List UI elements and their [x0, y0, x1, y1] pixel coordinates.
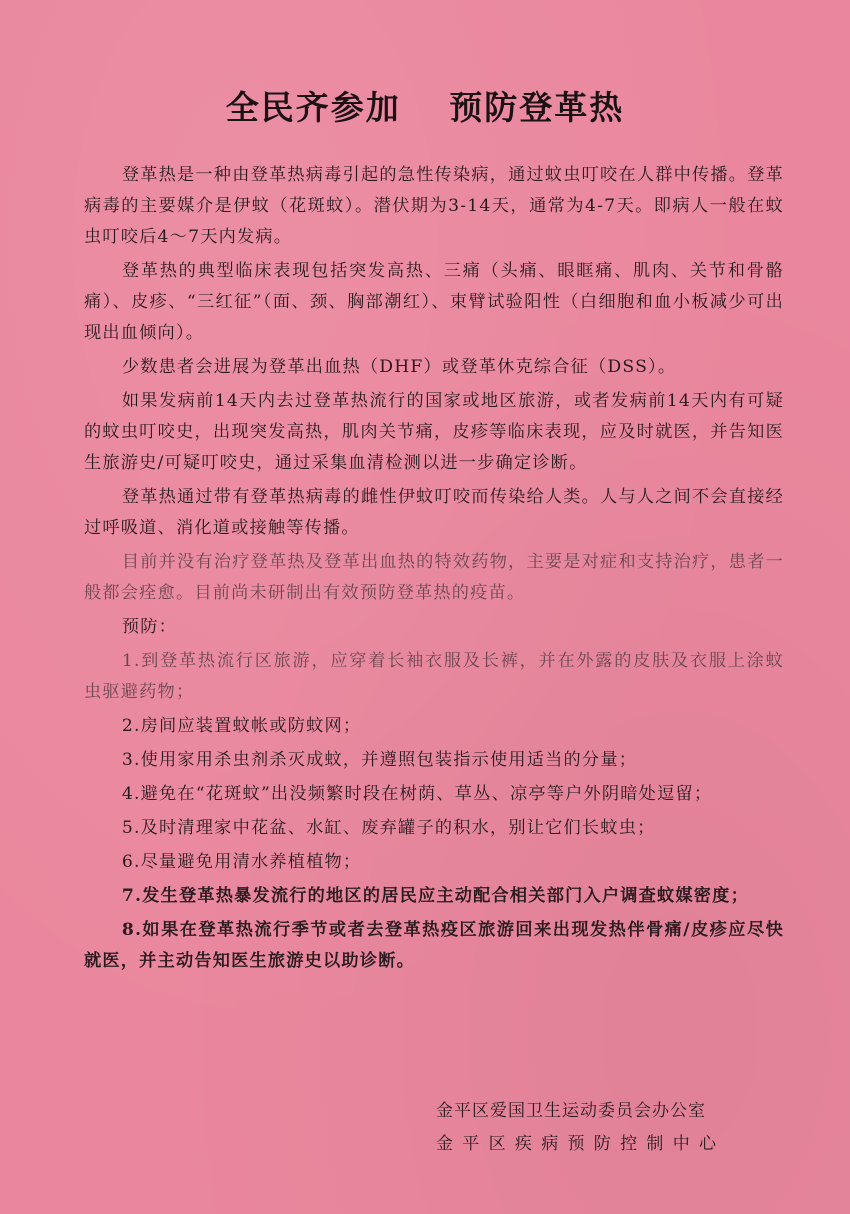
paragraph-severe: 少数患者会进展为登革出血热（DHF）或登革休克综合征（DSS）。 [121, 357, 677, 377]
issuer-signature [436, 1095, 796, 1161]
prevention-item: 1.到登革热流行区旅游，应穿着长袖衣服及长裤，并在外露的皮肤及衣服上涂蚊虫驱避药物； [84, 651, 784, 702]
poster-body [84, 160, 784, 980]
prevention-item: 2.房间应装置蚊帐或防蚊网； [121, 716, 362, 736]
prevention-item: 8.如果在登革热流行季节或者去登革热疫区旅游回来出现发热伴骨痛/皮疹应尽快就医，并主动告知医生旅游史以助诊断。 [84, 920, 784, 971]
issuer-line-2: 金平区疾病预防控制中心 [436, 1134, 726, 1154]
paragraph-travel: 如果发病前14天内去过登革热流行的国家或地区旅游，或者发病前14天内有可疑的蚊虫叮咬史，出现突发高热，肌肉关节痛，皮疹等临床表现，应及时就医，并告知医生旅游史/可疑叮咬史，通过采集血清检测以进一步确定诊断。 [84, 391, 784, 473]
prevention-item: 5.及时清理家中花盆、水缸、废弃罐子的积水，别让它们长蚊虫； [121, 818, 656, 838]
prevention-item: 4.避免在“花斑蚊”出没频繁时段在树荫、草丛、凉亭等户外阴暗处逗留； [121, 784, 713, 804]
issuer-line-1: 金平区爱国卫生运动委员会办公室 [436, 1101, 706, 1121]
prevention-item: 3.使用家用杀虫剂杀灭成蚊，并遵照包装指示使用适当的分量； [121, 750, 638, 770]
prevention-item: 6.尽量避免用清水养植植物； [121, 852, 362, 872]
paragraph-symptoms: 登革热的典型临床表现包括突发高热、三痛（头痛、眼眶痛、肌肉、关节和骨骼痛）、皮疹、“三红征”（面、颈、胸部潮红）、束臂试验阳性（白细胞和血小板减少可出现出血倾向）。 [84, 261, 784, 343]
paragraph-intro: 登革热是一种由登革热病毒引起的急性传染病，通过蚊虫叮咬在人群中传播。登革病毒的主要媒介是伊蚊（花斑蚊）。潜伏期为3-14天，通常为4-7天。即病人一般在蚊虫叮咬后4～7天内发病。 [84, 165, 784, 247]
prevention-heading: 预防： [121, 617, 177, 637]
poster-title: 全民齐参加 预防登革热 [225, 88, 625, 127]
prevention-item: 7.发生登革热暴发流行的地区的居民应主动配合相关部门入户调查蚊媒密度； [121, 886, 749, 906]
paragraph-treatment: 目前并没有治疗登革热及登革出血热的特效药物，主要是对症和支持治疗，患者一般都会痊愈。目前尚未研制出有效预防登革热的疫苗。 [84, 552, 784, 603]
paragraph-transmission: 登革热通过带有登革热病毒的雌性伊蚊叮咬而传染给人类。人与人之间不会直接经过呼吸道、消化道或接触等传播。 [84, 487, 784, 538]
